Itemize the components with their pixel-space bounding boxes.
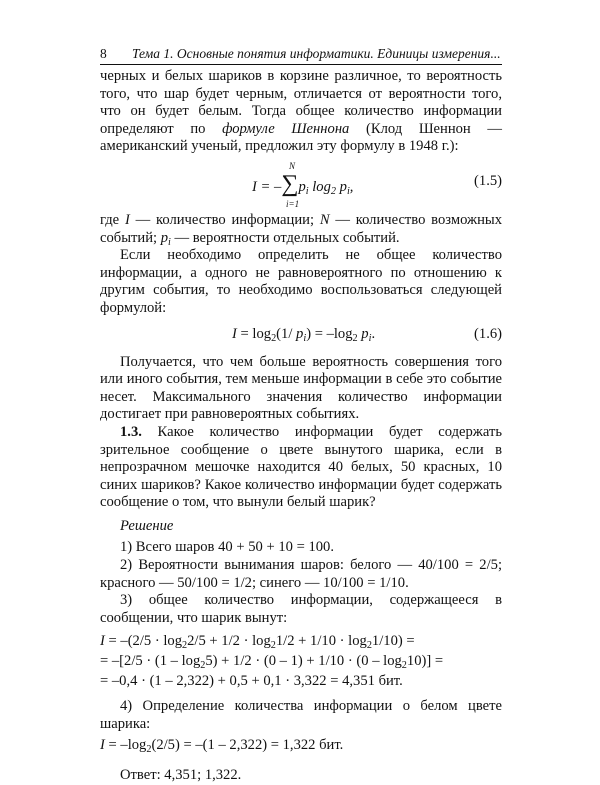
calc-line-3: = –0,4 · (1 – 2,322) + 0,5 + 0,1 · 3,322 = 4,351 бит.: [100, 672, 403, 689]
equation-number: (1.6): [474, 325, 502, 342]
sum-upper-limit: N: [289, 160, 296, 171]
white-ball-calculation: $I = -\log_2(2/5) = -(1 - 2,322) = 1,322$ бит.: [100, 737, 344, 756]
shannon-formula-term: формуле Шеннона: [222, 120, 350, 137]
equation-1-5: [100, 156, 502, 212]
solution-step-4: 4) Определение количества информации о белом цвете шарика:: [100, 698, 502, 732]
calc-line-2: = $-[2/5 \cdot (1 - \log_25) + 1/2 \cdot (0 - 1) + 1/10 \cdot (0 - \log_210)]$ =: [100, 653, 444, 672]
paragraph-single-event: Если необходимо определить не общее количество информации, а одного не равновероятного по отношению к другим события, то необходимо воспользоваться следующей формулой:: [100, 247, 502, 316]
running-title: Тема 1. Основные понятия информатики. Единицы измерения...: [132, 46, 501, 61]
equation-number: (1.5): [474, 172, 502, 189]
total-information-calculation: [100, 633, 502, 690]
single-event-formula: $I = \log_2(1/$ $p_i) = -\log_2$ $p_i$.: [232, 325, 376, 344]
running-header: [100, 44, 502, 65]
solution-heading: Решение: [120, 517, 174, 534]
task-number: 1.3.: [120, 423, 142, 440]
solution-step-2: 2) Вероятности вынимания шаров: белого — 40/100 = 2/5; красного — 50/100 = 1/2; синего — 10/100 = 1/10.: [100, 557, 502, 591]
page-number: 8: [100, 46, 107, 61]
sum-lower-limit: i=1: [286, 198, 300, 209]
paragraph-conclusion: Получается, что чем больше вероятность совершения того или иного события, тем меньше информации в себе это событие несет. Максимального значения количество информации достигает при равновероятных событиях.: [100, 353, 502, 423]
equation-1-6: [100, 318, 502, 354]
shannon-formula: $I = -\sum p_i$ $\log_2 p_i$,: [252, 170, 354, 197]
page-body: [100, 68, 502, 785]
paragraph-shannon-intro: черных и белых шариков в корзине различное, то вероятность того, что шар будет черным, отличается от вероятности того, что он будет белым. Тогда общее количество информации определяют по формуле Шеннона (Клод Шеннон — американский ученый, предложил эту формулу в 1948 г.):: [100, 68, 502, 155]
solution-step-3: 3) общее количество информации, содержащееся в сообщении, что шарик вынут:: [100, 592, 502, 626]
paragraph-where: где I — количество информации; N — количество возможных событий; $p_i$ — вероятности отдельных событий.: [100, 211, 502, 248]
solution-step-1: 1) Всего шаров 40 + 50 + 10 = 100.: [120, 539, 334, 556]
calc-line-1: $I = -(2/5 \cdot \log_22/5 + 1/2 \cdot \log_21/2 + 1/10 \cdot \log_21/10)$ =: [100, 633, 415, 652]
answer: Ответ: 4,351; 1,322.: [120, 767, 242, 783]
task-1-3: 1.3. Какое количество информации будет содержать зрительное сообщение о цвете вынутого шарика, если в непрозрачном мешочке находится 40 белых, 50 красных, 10 синих шариков? Какое количество информации будет содержать сообщение о том, что вынули белый шарик?: [100, 423, 502, 511]
